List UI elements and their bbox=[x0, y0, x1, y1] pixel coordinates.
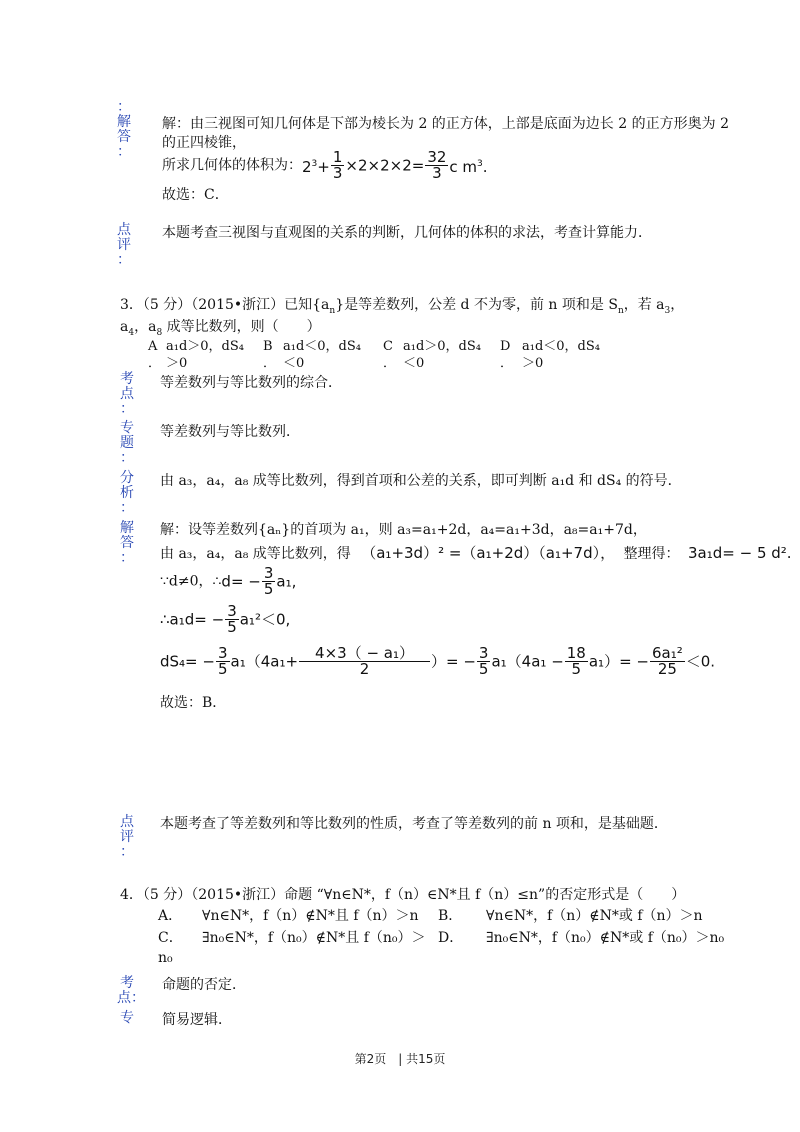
label-char: 解 bbox=[120, 520, 134, 536]
label-char: 析 bbox=[120, 485, 134, 501]
label-char: ： bbox=[117, 144, 131, 160]
prev-solution-line1: 解：由三视图可知几何体是下部为棱长为 2 的正方体，上部是底面为边长 2 的正方形奥为 2 bbox=[162, 116, 729, 132]
label-char: ： bbox=[120, 500, 134, 516]
label-dianping-q3 bbox=[117, 815, 137, 860]
math-part: a₁）= − bbox=[588, 652, 649, 671]
q3-zhuanti: 等差数列与等比数列． bbox=[160, 424, 300, 440]
q4-kaodian: 命题的否定． bbox=[162, 977, 246, 993]
q4-zhuanti: 简易逻辑． bbox=[162, 1012, 232, 1028]
label-char: 考 bbox=[120, 371, 134, 387]
q3-option-d[interactable] bbox=[500, 338, 600, 372]
exp-three: 3 bbox=[311, 159, 318, 169]
stem-sub: 8 bbox=[156, 327, 163, 338]
fraction-one-third bbox=[331, 150, 345, 181]
q3-fenxi: 由 a₃，a₄，a₈ 成等比数列，得到首项和公差的关系，即可判断 a₁d 和 dS₄ 的符号． bbox=[160, 473, 682, 489]
q3-option-b[interactable] bbox=[263, 338, 361, 372]
math-part: a₁²＜0, bbox=[239, 610, 291, 629]
denominator: 2 bbox=[359, 660, 370, 678]
label-char: ： bbox=[117, 99, 131, 115]
numerator: 18 bbox=[566, 644, 586, 662]
stem-part: }是等差数列，公差 d 不为零，前 n 项和是 S bbox=[335, 297, 618, 313]
math-part: ＜0. bbox=[685, 652, 716, 671]
option-letter: C bbox=[383, 339, 393, 354]
numerator: 3 bbox=[478, 644, 489, 662]
label-char: 点 bbox=[120, 386, 134, 402]
label-char: ： bbox=[120, 450, 134, 466]
q4-option-b[interactable] bbox=[438, 907, 703, 925]
q3-solution-line5 bbox=[160, 646, 715, 677]
option-text: a₁d＞0，dS₄ bbox=[166, 339, 244, 354]
label-zhuan-q4 bbox=[117, 1011, 137, 1026]
stem-sub: n bbox=[329, 305, 336, 316]
q3-comment: 本题考查了等差数列和等比数列的性质，考查了等差数列的前 n 项和，是基础题． bbox=[160, 816, 668, 832]
label-char: 点： bbox=[117, 990, 145, 1006]
option-text: ∃n₀∈N*，f（n₀）∉N*且 f（n₀）＞ bbox=[202, 930, 426, 946]
denominator: 5 bbox=[571, 660, 582, 678]
option-dot: ． bbox=[383, 356, 397, 371]
q3-option-a[interactable] bbox=[148, 338, 244, 372]
page-footer: 第2页 | 共15页 bbox=[354, 1052, 446, 1066]
option-letter: C． bbox=[158, 930, 183, 946]
numerator: 6a₁² bbox=[651, 644, 683, 662]
unit bbox=[449, 158, 487, 176]
denominator: 3 bbox=[332, 164, 343, 182]
fraction-3-5 bbox=[477, 646, 491, 677]
volume-mid: ×2×2×2= bbox=[345, 156, 425, 175]
period: . bbox=[482, 158, 488, 176]
numerator: 3 bbox=[217, 644, 228, 662]
q3-solution-line1: 解：设等差数列{aₙ}的首项为 a₁，则 a₃=a₁+2d，a₄=a₁+3d，a₈=a₁+7d， bbox=[160, 522, 647, 538]
label-char: ： bbox=[120, 550, 134, 566]
numerator: 1 bbox=[332, 148, 343, 166]
label-char: 解 bbox=[117, 114, 131, 130]
math-part: ∴a₁d= − bbox=[160, 610, 225, 629]
fraction-3-5 bbox=[262, 566, 276, 597]
label-dianping bbox=[114, 223, 134, 268]
denominator: 5 bbox=[227, 618, 237, 636]
denominator: 5 bbox=[478, 660, 489, 678]
volume-prefix: 所求几何体的体积为： bbox=[162, 157, 302, 174]
label-char: ： bbox=[117, 252, 131, 268]
stem-part: a bbox=[120, 319, 129, 335]
label-char: ： bbox=[120, 401, 134, 417]
label-char: 点 bbox=[120, 814, 134, 830]
option-letter: D． bbox=[438, 930, 464, 946]
option-text: ∀n∈N*，f（n）∉N*或 f（n）＞n bbox=[486, 908, 703, 924]
label-jieda bbox=[114, 100, 134, 160]
option-letter: A． bbox=[158, 908, 183, 924]
label-char: 考 bbox=[120, 975, 134, 991]
math-part: d= − bbox=[221, 572, 261, 591]
math-part: a₁, bbox=[276, 572, 297, 591]
denominator: 5 bbox=[263, 580, 274, 598]
math-part: 3a₁d= − 5 d². bbox=[688, 544, 792, 562]
numerator: 3 bbox=[263, 564, 274, 582]
option-letter: D bbox=[500, 339, 511, 354]
numerator: 32 bbox=[427, 148, 447, 166]
label-char: 分 bbox=[120, 470, 134, 486]
q4-option-c-cont: n₀ bbox=[158, 950, 173, 966]
fraction-6a-25 bbox=[650, 646, 685, 677]
denominator: 3 bbox=[432, 164, 442, 182]
volume-formula bbox=[302, 158, 330, 176]
stem-sub: n bbox=[617, 305, 624, 316]
option-dot: ． bbox=[148, 356, 162, 371]
prev-comment: 本题考查三视图与直观图的关系的判断，几何体的体积的求法，考查计算能力． bbox=[162, 225, 652, 241]
fraction-big bbox=[299, 646, 430, 677]
stem-part: ，若 a bbox=[623, 297, 665, 313]
stem-sub: 3 bbox=[664, 305, 671, 316]
fraction-3-5 bbox=[216, 646, 230, 677]
label-char: 专 bbox=[120, 1010, 134, 1026]
stem-sub: 4 bbox=[128, 327, 135, 338]
option-letter: B bbox=[263, 339, 273, 354]
label-fenxi bbox=[117, 471, 137, 516]
option-text: ∃n₀∈N*，f（n₀）∉N*或 f（n₀）＞n₀ bbox=[486, 930, 725, 946]
label-kaodian-q4 bbox=[117, 975, 145, 1006]
option-letter: A bbox=[148, 339, 158, 354]
q3-solution-line2 bbox=[160, 544, 792, 563]
q4-option-a[interactable] bbox=[158, 907, 419, 925]
label-char: 评 bbox=[120, 829, 134, 845]
option-text: a₁d＜0，dS₄ bbox=[522, 339, 600, 354]
text-part: 整理得： bbox=[623, 546, 680, 562]
option-dot: ． bbox=[263, 356, 277, 371]
option-text: ＞0 bbox=[522, 356, 544, 371]
label-char: 专 bbox=[120, 420, 134, 436]
unit-exp: 3 bbox=[477, 159, 483, 169]
q3-option-c[interactable] bbox=[383, 338, 481, 372]
numerator: 3 bbox=[227, 602, 237, 620]
label-char: ： bbox=[120, 844, 134, 860]
option-text: a₁d＞0，dS₄ bbox=[403, 339, 481, 354]
option-dot: ． bbox=[500, 356, 514, 371]
prev-solution-line2: 的正四棱锥， bbox=[162, 135, 246, 151]
base-two: 2 bbox=[302, 158, 312, 176]
label-char: 评 bbox=[117, 237, 131, 253]
option-text: ∀n∈N*，f（n）∉N*且 f（n）＞n bbox=[202, 908, 419, 924]
q4-stem: 4．（5 分）（2015•浙江）命题 “∀n∈N*，f（n）∈N*且 f（n）≤n”的否定形式是（ ） bbox=[120, 887, 686, 903]
unit-cm: c m bbox=[449, 158, 478, 176]
math-part: dS₄= − bbox=[160, 652, 215, 671]
label-char: 题 bbox=[120, 435, 134, 451]
math-part: （a₁+3d）² =（a₁+2d）（a₁+7d）， bbox=[361, 544, 616, 562]
label-char: 答 bbox=[120, 535, 134, 551]
stem-part: 3．（5 分）（2015•浙江）已知{a bbox=[120, 297, 330, 313]
option-text: ＜0 bbox=[283, 356, 305, 371]
denominator: 25 bbox=[657, 660, 677, 678]
stem-part: 成等比数列，则（ ） bbox=[162, 319, 321, 335]
label-zhuanti bbox=[117, 421, 137, 466]
text-part: ∵d≠0，∴ bbox=[160, 573, 222, 590]
option-text: a₁d＜0，dS₄ bbox=[283, 339, 361, 354]
text-part: 由 a₃，a₄，a₈ 成等比数列，得 bbox=[160, 546, 351, 562]
label-jieda-q3 bbox=[117, 521, 137, 566]
label-char: 答 bbox=[117, 129, 131, 145]
label-kaodian bbox=[117, 372, 137, 417]
q3-kaodian: 等差数列与等比数列的综合． bbox=[160, 375, 342, 391]
q3-stem-line1 bbox=[120, 296, 684, 320]
stem-part: ， bbox=[670, 297, 685, 313]
stem-part: ，a bbox=[134, 319, 157, 335]
q4-option-d[interactable] bbox=[438, 929, 724, 947]
q3-solution-line4 bbox=[160, 604, 290, 635]
denominator: 5 bbox=[217, 660, 228, 678]
fraction-32-3 bbox=[425, 150, 448, 181]
option-text: ＞0 bbox=[166, 356, 188, 371]
q3-solution-choose: 故选：B． bbox=[160, 695, 227, 711]
fraction-3-5 bbox=[225, 604, 239, 635]
numerator-text: 4×3（ − a₁） bbox=[315, 644, 415, 662]
label-char: 点 bbox=[117, 222, 131, 238]
prev-solution-volume bbox=[162, 150, 488, 181]
math-part: a₁（4a₁ − bbox=[491, 652, 564, 671]
math-part: ）= − bbox=[431, 652, 476, 671]
math-part: a₁（4a₁+ bbox=[230, 652, 299, 671]
option-letter: B． bbox=[438, 908, 463, 924]
fraction-18-5 bbox=[565, 646, 588, 677]
q3-solution-line3 bbox=[160, 566, 296, 597]
q4-option-c[interactable] bbox=[158, 929, 426, 947]
option-text: ＜0 bbox=[403, 356, 425, 371]
plus-sign: + bbox=[317, 158, 330, 176]
prev-solution-choose: 故选：C． bbox=[162, 187, 229, 203]
